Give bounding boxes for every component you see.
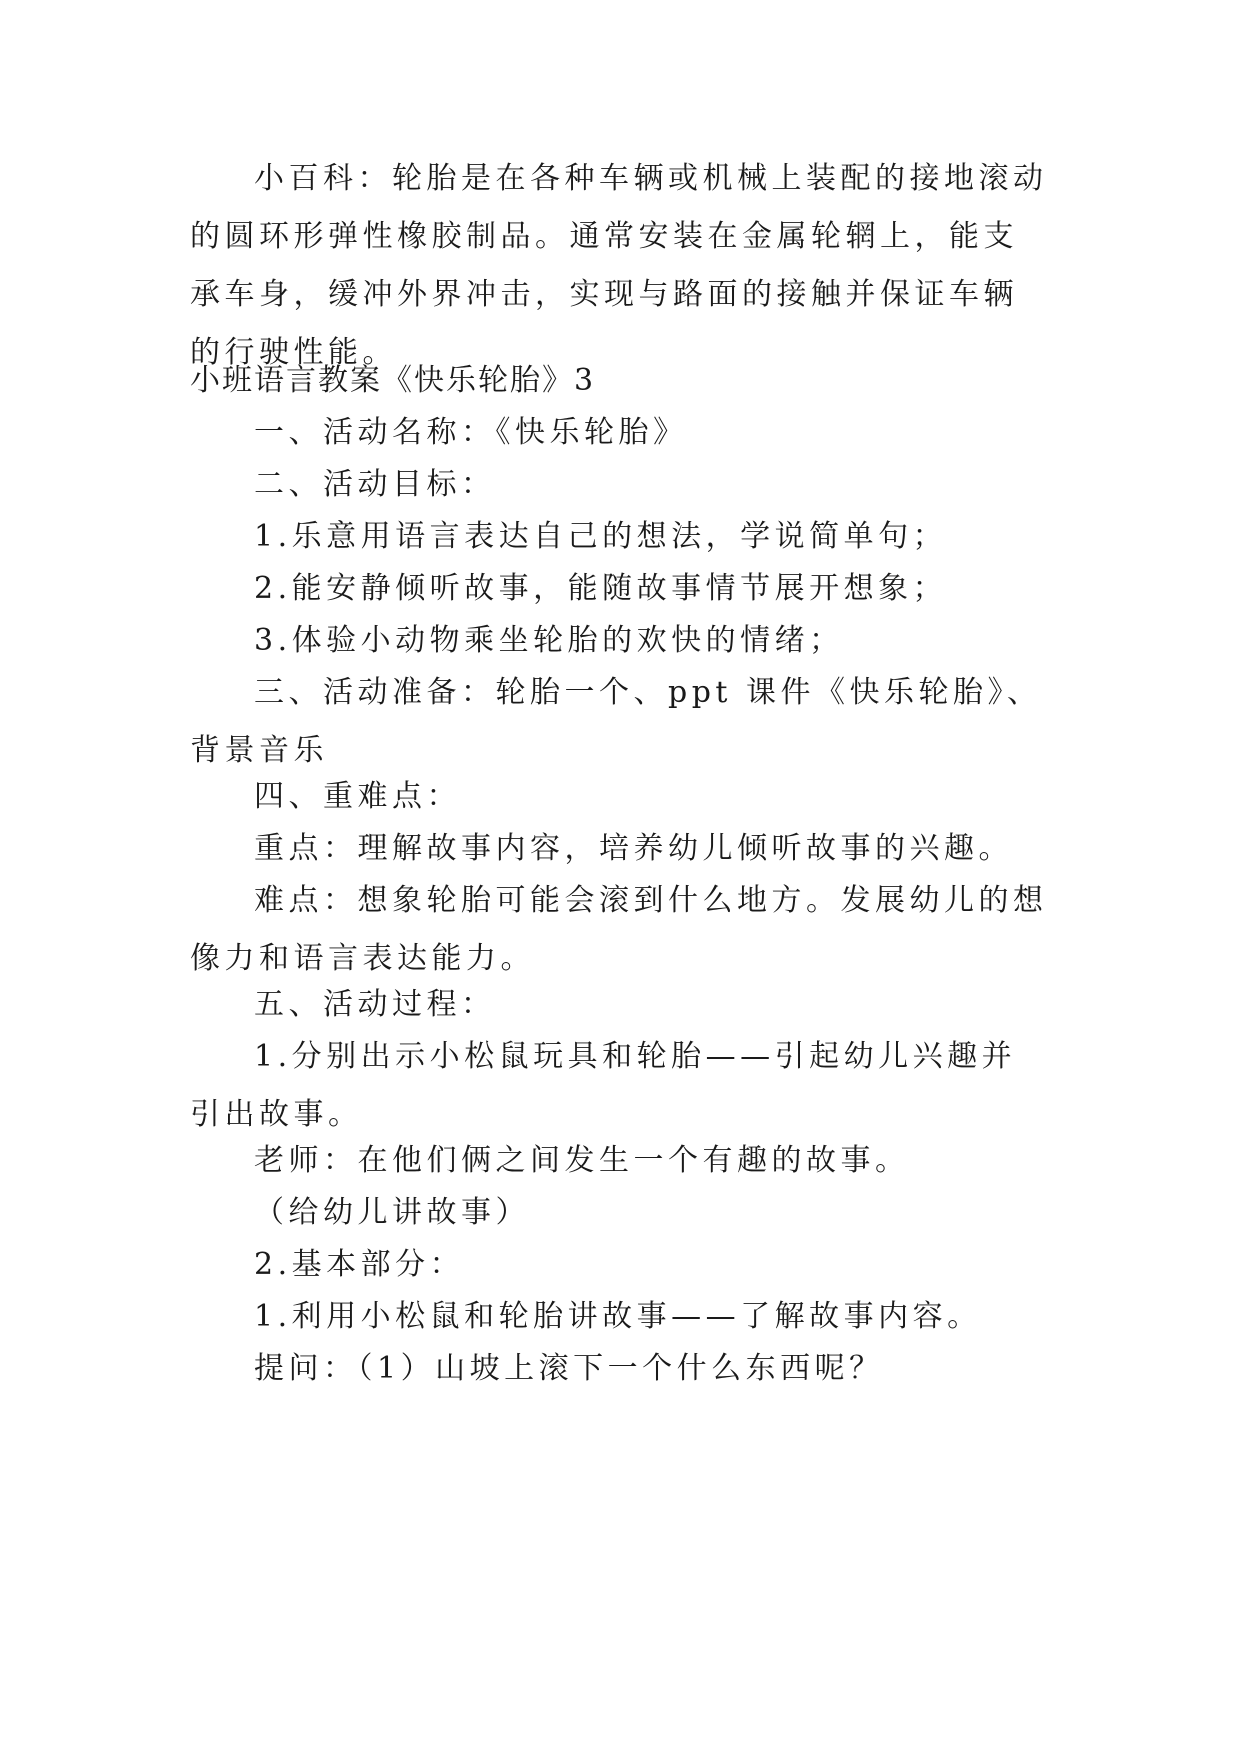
difficult-point: 难点：想象轮胎可能会滚到什么地方。发展幼儿的想像力和语言表达能力。 [190, 883, 1048, 976]
activity-goals-heading: 二、活动目标： [254, 467, 496, 502]
basic-part-heading: 2.基本部分： [254, 1247, 465, 1282]
activity-name: 一、活动名称：《快乐轮胎》 [254, 415, 688, 450]
key-points-heading: 四、重难点： [254, 779, 461, 814]
activity-preparation: 三、活动准备：轮胎一个、ppt 课件《快乐轮胎》、背景音乐 [190, 675, 1042, 768]
intro-paragraph: 小百科：轮胎是在各种车辆或机械上装配的接地滚动的圆环形弹性橡胶制品。通常安装在金属轮辋上，能支承车身，缓冲外界冲击，实现与路面的接触并保证车辆的行驶性能。 [190, 161, 1048, 370]
key-point: 重点：理解故事内容，培养幼儿倾听故事的兴趣。 [254, 831, 1013, 866]
basic-step-1: 1.利用小松鼠和轮胎讲故事——了解故事内容。 [254, 1299, 982, 1334]
lesson-title: 小班语言教案《快乐轮胎》3 [190, 363, 596, 398]
goal-item-2: 2.能安静倾听故事，能随故事情节展开想象； [254, 571, 948, 606]
goal-item-1: 1.乐意用语言表达自己的想法，学说简单句； [254, 519, 948, 554]
story-note: （给幼儿讲故事） [254, 1195, 530, 1230]
process-step-1: 1.分别出示小松鼠玩具和轮胎——引起幼儿兴趣并引出故事。 [190, 1039, 1017, 1132]
question-1: 提问：（1）山坡上滚下一个什么东西呢？ [254, 1351, 884, 1386]
goal-item-3: 3.体验小动物乘坐轮胎的欢快的情绪； [254, 623, 844, 658]
teacher-line: 老师：在他们俩之间发生一个有趣的故事。 [254, 1143, 910, 1178]
activity-process-heading: 五、活动过程： [254, 987, 496, 1022]
